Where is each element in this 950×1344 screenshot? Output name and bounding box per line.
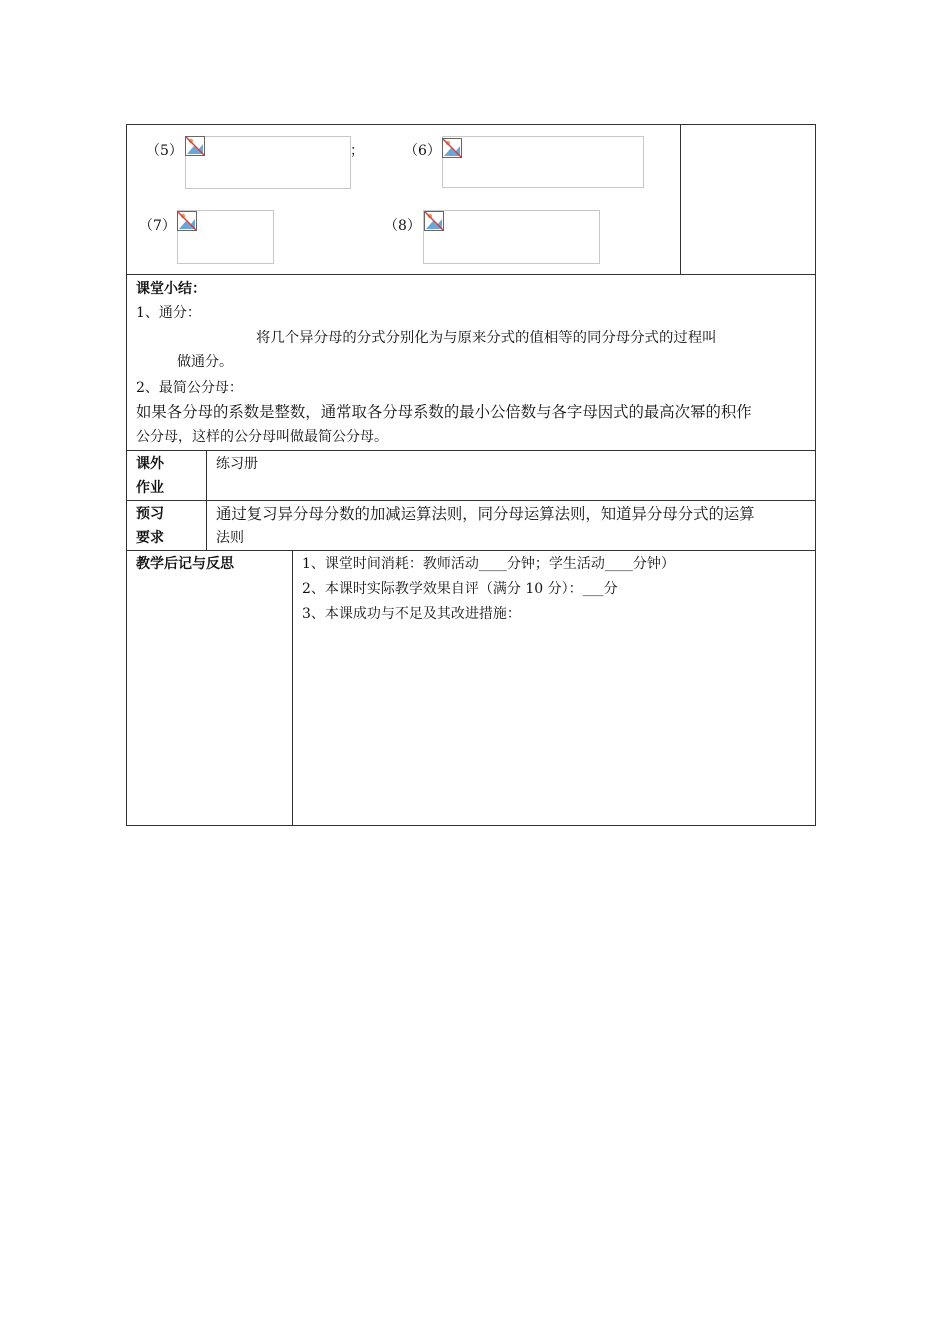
table-border-bottom bbox=[126, 825, 816, 826]
col-divider-exercises bbox=[680, 124, 681, 275]
summary-point1-line2: 做通分。 bbox=[177, 354, 233, 370]
summary-point1-title: 1、通分： bbox=[136, 305, 201, 321]
summary-point2-title: 2、最简公分母： bbox=[136, 380, 243, 396]
exercise-label-8: （8） bbox=[384, 218, 421, 234]
homework-label-line1: 课外 bbox=[136, 456, 164, 472]
row-divider-exercises bbox=[126, 274, 816, 275]
row-divider-summary bbox=[126, 450, 816, 451]
broken-image-icon bbox=[442, 138, 462, 158]
exercise-image-8 bbox=[423, 210, 600, 264]
preview-label-line2: 要求 bbox=[136, 530, 164, 546]
summary-point1-line1: 将几个异分母的分式分别化为与原来分式的值相等的同分母分式的过程叫 bbox=[256, 330, 717, 346]
col-divider-reflection bbox=[292, 550, 293, 826]
reflection-line1: 1、课堂时间消耗：教师活动____分钟；学生活动____分钟） bbox=[302, 556, 675, 572]
broken-image-icon bbox=[177, 211, 197, 231]
preview-label-line1: 预习 bbox=[136, 506, 164, 522]
exercise-image-6 bbox=[442, 136, 644, 188]
summary-point2-line1: 如果各分母的系数是整数，通常取各分母系数的最小公倍数与各字母因式的最高次幂的积作 bbox=[136, 403, 752, 421]
exercise-label-7: （7） bbox=[139, 218, 176, 234]
homework-label-line2: 作业 bbox=[136, 480, 164, 496]
exercise-label-6: （6） bbox=[404, 143, 441, 159]
col-divider-homework bbox=[206, 450, 207, 551]
table-border-top bbox=[126, 124, 816, 125]
reflection-label: 教学后记与反思 bbox=[136, 556, 234, 572]
row-divider-homework bbox=[126, 500, 816, 501]
broken-image-icon bbox=[185, 136, 205, 156]
summary-heading: 课堂小结： bbox=[136, 281, 206, 297]
reflection-line2: 2、本课时实际教学效果自评（满分 10 分）：___分 bbox=[302, 581, 618, 597]
summary-point2-line2: 公分母，这样的公分母叫做最简公分母。 bbox=[136, 429, 388, 445]
exercise-separator: ； bbox=[350, 143, 364, 159]
preview-content-line2: 法则 bbox=[216, 530, 244, 546]
exercise-image-5 bbox=[185, 136, 351, 189]
reflection-line3: 3、本课成功与不足及其改进措施： bbox=[302, 606, 521, 622]
exercise-label-5: （5） bbox=[146, 143, 183, 159]
preview-content-line1: 通过复习异分母分数的加减运算法则，同分母运算法则，知道异分母分式的运算 bbox=[216, 505, 755, 523]
table-border-right bbox=[815, 124, 816, 826]
table-border-left bbox=[126, 124, 127, 826]
homework-content: 练习册 bbox=[216, 456, 258, 472]
broken-image-icon bbox=[424, 211, 444, 231]
row-divider-preview bbox=[126, 550, 816, 551]
